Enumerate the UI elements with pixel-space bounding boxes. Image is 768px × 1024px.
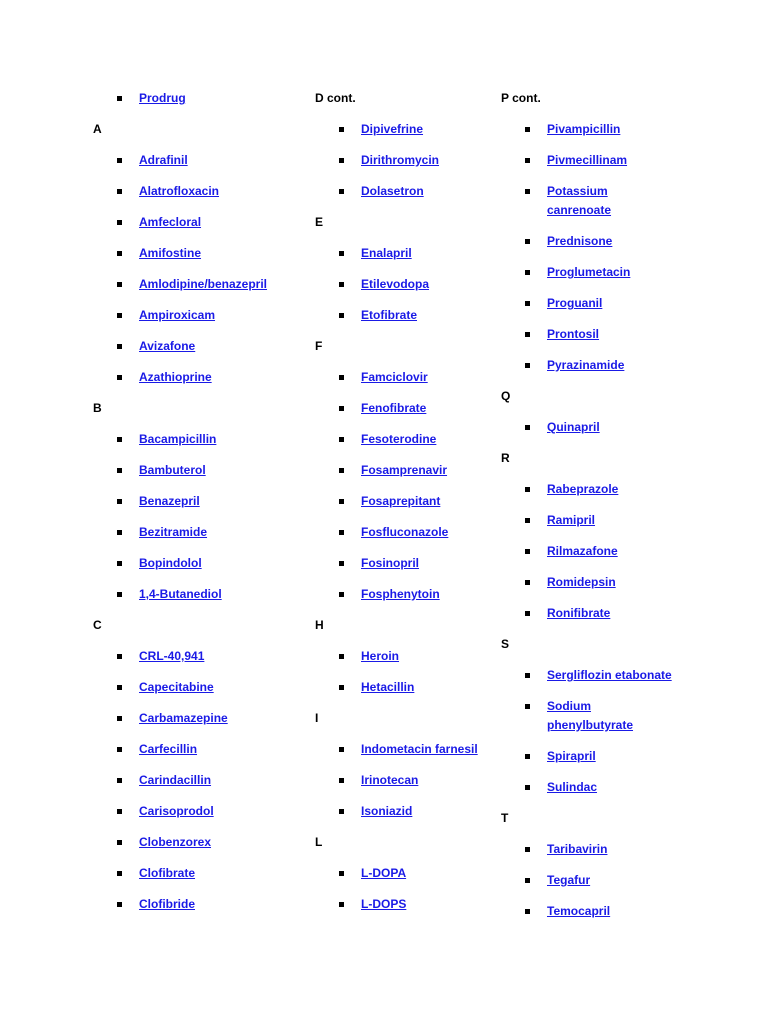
square-bullet-icon <box>339 313 344 318</box>
square-bullet-icon <box>117 437 122 442</box>
index-link[interactable]: Enalapril <box>361 246 412 260</box>
index-link[interactable]: Azathioprine <box>139 370 212 384</box>
square-bullet-icon <box>117 902 122 907</box>
index-link[interactable]: Fosphenytoin <box>361 587 440 601</box>
square-bullet-icon <box>525 363 530 368</box>
square-bullet-icon <box>117 654 122 659</box>
square-bullet-icon <box>339 158 344 163</box>
square-bullet-icon <box>339 189 344 194</box>
index-link[interactable]: Dirithromycin <box>361 153 440 167</box>
index-link[interactable]: Tegafur <box>547 873 591 887</box>
section-heading: L <box>315 835 323 849</box>
square-bullet-icon <box>339 592 344 597</box>
square-bullet-icon <box>117 344 122 349</box>
square-bullet-icon <box>117 747 122 752</box>
index-link[interactable]: Potassium canrenoate <box>547 184 612 217</box>
index-link[interactable]: Ronifibrate <box>547 606 611 620</box>
square-bullet-icon <box>117 220 122 225</box>
square-bullet-icon <box>117 189 122 194</box>
index-link[interactable]: Prednisone <box>547 234 613 248</box>
index-link[interactable]: Irinotecan <box>361 773 419 787</box>
square-bullet-icon <box>525 189 530 194</box>
square-bullet-icon <box>525 580 530 585</box>
section-heading: D cont. <box>315 91 356 105</box>
index-link[interactable]: Amifostine <box>139 246 202 260</box>
index-link[interactable]: Carindacillin <box>139 773 212 787</box>
section-heading: B <box>93 401 102 415</box>
square-bullet-icon <box>117 499 122 504</box>
square-bullet-icon <box>525 158 530 163</box>
index-link[interactable]: Romidepsin <box>547 575 616 589</box>
index-link[interactable]: Ramipril <box>547 513 596 527</box>
section-heading: C <box>93 618 102 632</box>
section-heading: F <box>315 339 323 353</box>
square-bullet-icon <box>339 375 344 380</box>
square-bullet-icon <box>339 251 344 256</box>
square-bullet-icon <box>339 747 344 752</box>
index-link[interactable]: Indometacin farnesil <box>361 742 478 756</box>
index-link[interactable]: Taribavirin <box>547 842 608 856</box>
index-link[interactable]: Bacampicillin <box>139 432 217 446</box>
index-link[interactable]: Fosaprepitant <box>361 494 441 508</box>
index-link[interactable]: Bezitramide <box>139 525 208 539</box>
square-bullet-icon <box>525 127 530 132</box>
index-link[interactable]: Etilevodopa <box>361 277 430 291</box>
section-heading: R <box>501 451 510 465</box>
square-bullet-icon <box>339 468 344 473</box>
index-link[interactable]: Hetacillin <box>361 680 415 694</box>
square-bullet-icon <box>525 239 530 244</box>
index-link[interactable]: Bopindolol <box>139 556 202 570</box>
index-link[interactable]: Carfecillin <box>139 742 198 756</box>
index-link[interactable]: Spirapril <box>547 749 596 763</box>
index-link[interactable]: Temocapril <box>547 904 611 918</box>
square-bullet-icon <box>525 611 530 616</box>
square-bullet-icon <box>339 406 344 411</box>
square-bullet-icon <box>525 332 530 337</box>
square-bullet-icon <box>525 301 530 306</box>
index-link[interactable]: Pivampicillin <box>547 122 621 136</box>
section-heading: S <box>501 637 510 651</box>
section-heading: Q <box>501 389 511 403</box>
square-bullet-icon <box>117 530 122 535</box>
square-bullet-icon <box>339 437 344 442</box>
index-link[interactable]: Dolasetron <box>361 184 424 198</box>
index-link[interactable]: Sulindac <box>547 780 598 794</box>
index-link[interactable]: Prontosil <box>547 327 600 341</box>
square-bullet-icon <box>525 549 530 554</box>
index-link[interactable]: Rilmazafone <box>547 544 618 558</box>
square-bullet-icon <box>117 840 122 845</box>
square-bullet-icon <box>525 425 530 430</box>
index-link[interactable]: Clobenzorex <box>139 835 212 849</box>
square-bullet-icon <box>339 561 344 566</box>
section-heading: E <box>315 215 324 229</box>
section-heading: H <box>315 618 324 632</box>
square-bullet-icon <box>339 654 344 659</box>
index-link[interactable]: Proguanil <box>547 296 603 310</box>
index-link[interactable]: Famciclovir <box>361 370 428 384</box>
index-link[interactable]: Fosamprenavir <box>361 463 448 477</box>
square-bullet-icon <box>117 778 122 783</box>
index-link[interactable]: Proglumetacin <box>547 265 631 279</box>
square-bullet-icon <box>117 716 122 721</box>
index-link[interactable]: 1,4-Butanediol <box>139 587 222 601</box>
square-bullet-icon <box>525 270 530 275</box>
index-link[interactable]: Carisoprodol <box>139 804 214 818</box>
index-link[interactable]: Amfecloral <box>139 215 202 229</box>
index-link[interactable]: Ampiroxicam <box>139 308 216 322</box>
index-link[interactable]: Heroin <box>361 649 400 663</box>
square-bullet-icon <box>339 809 344 814</box>
index-link[interactable]: Adrafinil <box>139 153 188 167</box>
square-bullet-icon <box>117 592 122 597</box>
index-link[interactable]: Clofibride <box>139 897 195 911</box>
square-bullet-icon <box>339 902 344 907</box>
square-bullet-icon <box>525 878 530 883</box>
square-bullet-icon <box>117 871 122 876</box>
index-link[interactable]: Dipivefrine <box>361 122 424 136</box>
square-bullet-icon <box>339 127 344 132</box>
index-link[interactable]: CRL-40,941 <box>139 649 205 663</box>
square-bullet-icon <box>339 282 344 287</box>
square-bullet-icon <box>525 754 530 759</box>
index-link[interactable]: Capecitabine <box>139 680 214 694</box>
square-bullet-icon <box>525 673 530 678</box>
index-link[interactable]: Etofibrate <box>361 308 418 322</box>
square-bullet-icon <box>117 158 122 163</box>
square-bullet-icon <box>525 909 530 914</box>
index-link[interactable]: Sergliflozin etabonate <box>547 668 672 682</box>
square-bullet-icon <box>117 468 122 473</box>
index-link[interactable]: Fosinopril <box>361 556 419 570</box>
square-bullet-icon <box>525 518 530 523</box>
index-link[interactable]: Prodrug <box>139 91 186 105</box>
section-heading: A <box>93 122 102 136</box>
square-bullet-icon <box>117 96 122 101</box>
square-bullet-icon <box>117 561 122 566</box>
square-bullet-icon <box>117 809 122 814</box>
index-link[interactable]: Fosfluconazole <box>361 525 449 539</box>
index-link[interactable]: Isoniazid <box>361 804 413 818</box>
section-heading: I <box>315 711 319 725</box>
index-link[interactable]: Avizafone <box>139 339 196 353</box>
index-link[interactable]: Bambuterol <box>139 463 206 477</box>
square-bullet-icon <box>117 375 122 380</box>
square-bullet-icon <box>525 785 530 790</box>
section-heading: T <box>501 811 509 825</box>
index-link[interactable]: Clofibrate <box>139 866 196 880</box>
square-bullet-icon <box>339 499 344 504</box>
index-link[interactable]: Pivmecillinam <box>547 153 628 167</box>
square-bullet-icon <box>339 871 344 876</box>
index-link[interactable]: L-DOPS <box>361 897 407 911</box>
index-link[interactable]: Quinapril <box>547 420 600 434</box>
section-heading: P cont. <box>501 91 541 105</box>
square-bullet-icon <box>525 847 530 852</box>
square-bullet-icon <box>117 282 122 287</box>
square-bullet-icon <box>525 704 530 709</box>
square-bullet-icon <box>117 251 122 256</box>
index-link[interactable]: Amlodipine/benazepril <box>139 277 268 291</box>
index-link[interactable]: Pyrazinamide <box>547 358 625 372</box>
square-bullet-icon <box>117 313 122 318</box>
square-bullet-icon <box>339 530 344 535</box>
index-link[interactable]: Carbamazepine <box>139 711 228 725</box>
index-link[interactable]: Sodium phenylbutyrate <box>547 699 634 732</box>
index-link[interactable]: Fenofibrate <box>361 401 427 415</box>
index-link[interactable]: Fesoterodine <box>361 432 437 446</box>
index-link[interactable]: Alatrofloxacin <box>139 184 220 198</box>
square-bullet-icon <box>339 685 344 690</box>
index-link[interactable]: Benazepril <box>139 494 200 508</box>
square-bullet-icon <box>339 778 344 783</box>
index-link[interactable]: Rabeprazole <box>547 482 619 496</box>
square-bullet-icon <box>525 487 530 492</box>
square-bullet-icon <box>117 685 122 690</box>
index-link[interactable]: L-DOPA <box>361 866 407 880</box>
